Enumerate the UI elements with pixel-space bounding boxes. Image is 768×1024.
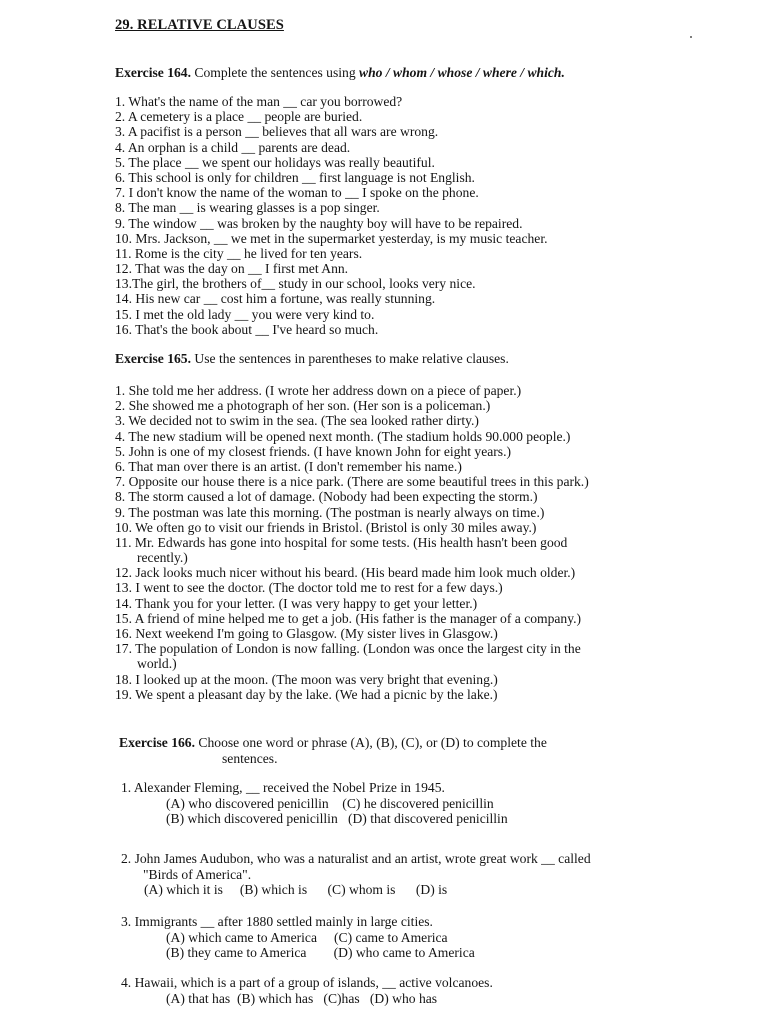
question-options: (A) who discovered penicillin (C) he discovered penicillin [166,795,494,811]
list-item: 4. The new stadium will be opened next month. (The stadium holds 90.000 people.) [115,428,571,444]
list-item: 6. That man over there is an artist. (I don't remember his name.) [115,458,462,474]
question-options: (A) that has (B) which has (C)has (D) who has [166,990,438,1006]
list-item: 3. We decided not to swim in the sea. (The sea looked rather dirty.) [115,413,479,429]
question-options: (A) which it is (B) which is (C) whom is (D) is [144,882,448,898]
question-options: (B) which discovered penicillin (D) that discovered penicillin [166,811,508,827]
list-item: 2. She showed me a photograph of her son. (Her son is a policeman.) [115,398,491,414]
question-stem: 2. John James Audubon, who was a naturalist and an artist, wrote great work __ called [121,851,591,866]
question-options: (B) they came to America (D) who came to America [166,945,475,961]
list-item: 9. The postman was late this morning. (The postman is nearly always on time.) [115,504,545,520]
list-item: 10. Mrs. Jackson, __ we met in the supermarket yesterday, is my music teacher. [115,230,548,246]
list-item-continuation: world.) [137,656,177,672]
exercise-164-words: who / whom / whose / where / which. [359,65,565,80]
list-item: 4. An orphan is a child __ parents are dead. [115,139,351,155]
list-item: 3. A pacifist is a person __ believes that all wars are wrong. [115,124,439,140]
list-item: 11. Mr. Edwards has gone into hospital for some tests. (His health hasn't been good [115,534,568,550]
question-4 [121,975,493,1006]
question-options: (A) which came to America (C) came to America [166,929,448,945]
list-item: 13. I went to see the doctor. (The doctor told me to rest for a few days.) [115,580,503,596]
exercise-166-instruction: Choose one word or phrase (A), (B), (C), or (D) to complete the [198,735,547,750]
list-item: 11. Rome is the city __ he lived for ten years. [115,245,363,261]
list-item: 10. We often go to visit our friends in Bristol. (Bristol is only 30 miles away.) [115,519,537,535]
question-stem-cont: "Birds of America". [143,866,252,882]
list-item: 8. The storm caused a lot of damage. (Nobody had been expecting the storm.) [115,489,538,505]
question-stem: 3. Immigrants __ after 1880 settled mainly in large cities. [121,914,433,929]
exercise-164-list [115,94,548,337]
exercise-165-heading [115,351,509,367]
list-item: 15. I met the old lady __ you were very kind to. [115,306,375,322]
question-stem: 4. Hawaii, which is a part of a group of islands, __ active volcanoes. [121,975,493,990]
exercise-164-label: Exercise 164. [115,65,192,80]
question-1 [121,780,508,827]
list-item: 5. John is one of my closest friends. (I have known John for eight years.) [115,443,512,459]
exercise-166-instruction-cont: sentences. [222,751,278,766]
question-2 [121,851,591,898]
list-item: 16. That's the book about __ I've heard so much. [115,321,379,337]
list-item: 2. A cemetery is a place __ people are buried. [115,109,363,125]
list-item: 7. I don't know the name of the woman to __ I spoke on the phone. [115,185,479,201]
list-item: 14. Thank you for your letter. (I was very happy to get your letter.) [115,595,478,611]
exercise-166-heading [119,735,547,751]
list-item: 12. That was the day on __ I first met Ann. [115,261,349,277]
list-item: 19. We spent a pleasant day by the lake. (We had a picnic by the lake.) [115,686,498,702]
list-item: 1. What's the name of the man __ car you borrowed? [115,94,403,109]
list-item: 9. The window __ was broken by the naughty boy will have to be repaired. [115,215,523,231]
exercise-164-heading [115,65,565,81]
scan-speck [690,36,692,38]
list-item: 15. A friend of mine helped me to get a job. (His father is the manager of a company.) [115,610,582,626]
question-3 [121,914,475,961]
list-item: 5. The place __ we spent our holidays was really beautiful. [115,154,435,170]
question-stem: 1. Alexander Fleming, __ received the Nobel Prize in 1945. [121,780,445,795]
list-item: 13.The girl, the brothers of__ study in our school, looks very nice. [115,276,476,292]
list-item: 6. This school is only for children __ first language is not English. [115,169,475,185]
exercise-165-list [115,383,589,702]
list-item: 12. Jack looks much nicer without his beard. (His beard made him look much older.) [115,565,576,581]
list-item: 7. Opposite our house there is a nice park. (There are some beautiful trees in this park.) [115,474,589,490]
exercise-166-label: Exercise 166. [119,735,196,750]
list-item: 8. The man __ is wearing glasses is a pop singer. [115,200,380,216]
list-item: 14. His new car __ cost him a fortune, was really stunning. [115,291,436,307]
exercise-165-label: Exercise 165. [115,351,192,366]
list-item: 16. Next weekend I'm going to Glasgow. (My sister lives in Glasgow.) [115,626,498,641]
list-item: 18. I looked up at the moon. (The moon was very bright that evening.) [115,671,498,687]
page-title: 29. RELATIVE CLAUSES [115,17,284,33]
exercise-165-instruction: Use the sentences in parentheses to make relative clauses. [194,351,509,366]
list-item: 17. The population of London is now falling. (London was once the largest city in the [115,641,581,657]
list-item: 1. She told me her address. (I wrote her address down on a piece of paper.) [115,383,522,398]
exercise-164-instruction: Complete the sentences using [194,65,356,80]
list-item-continuation: recently.) [137,550,188,566]
